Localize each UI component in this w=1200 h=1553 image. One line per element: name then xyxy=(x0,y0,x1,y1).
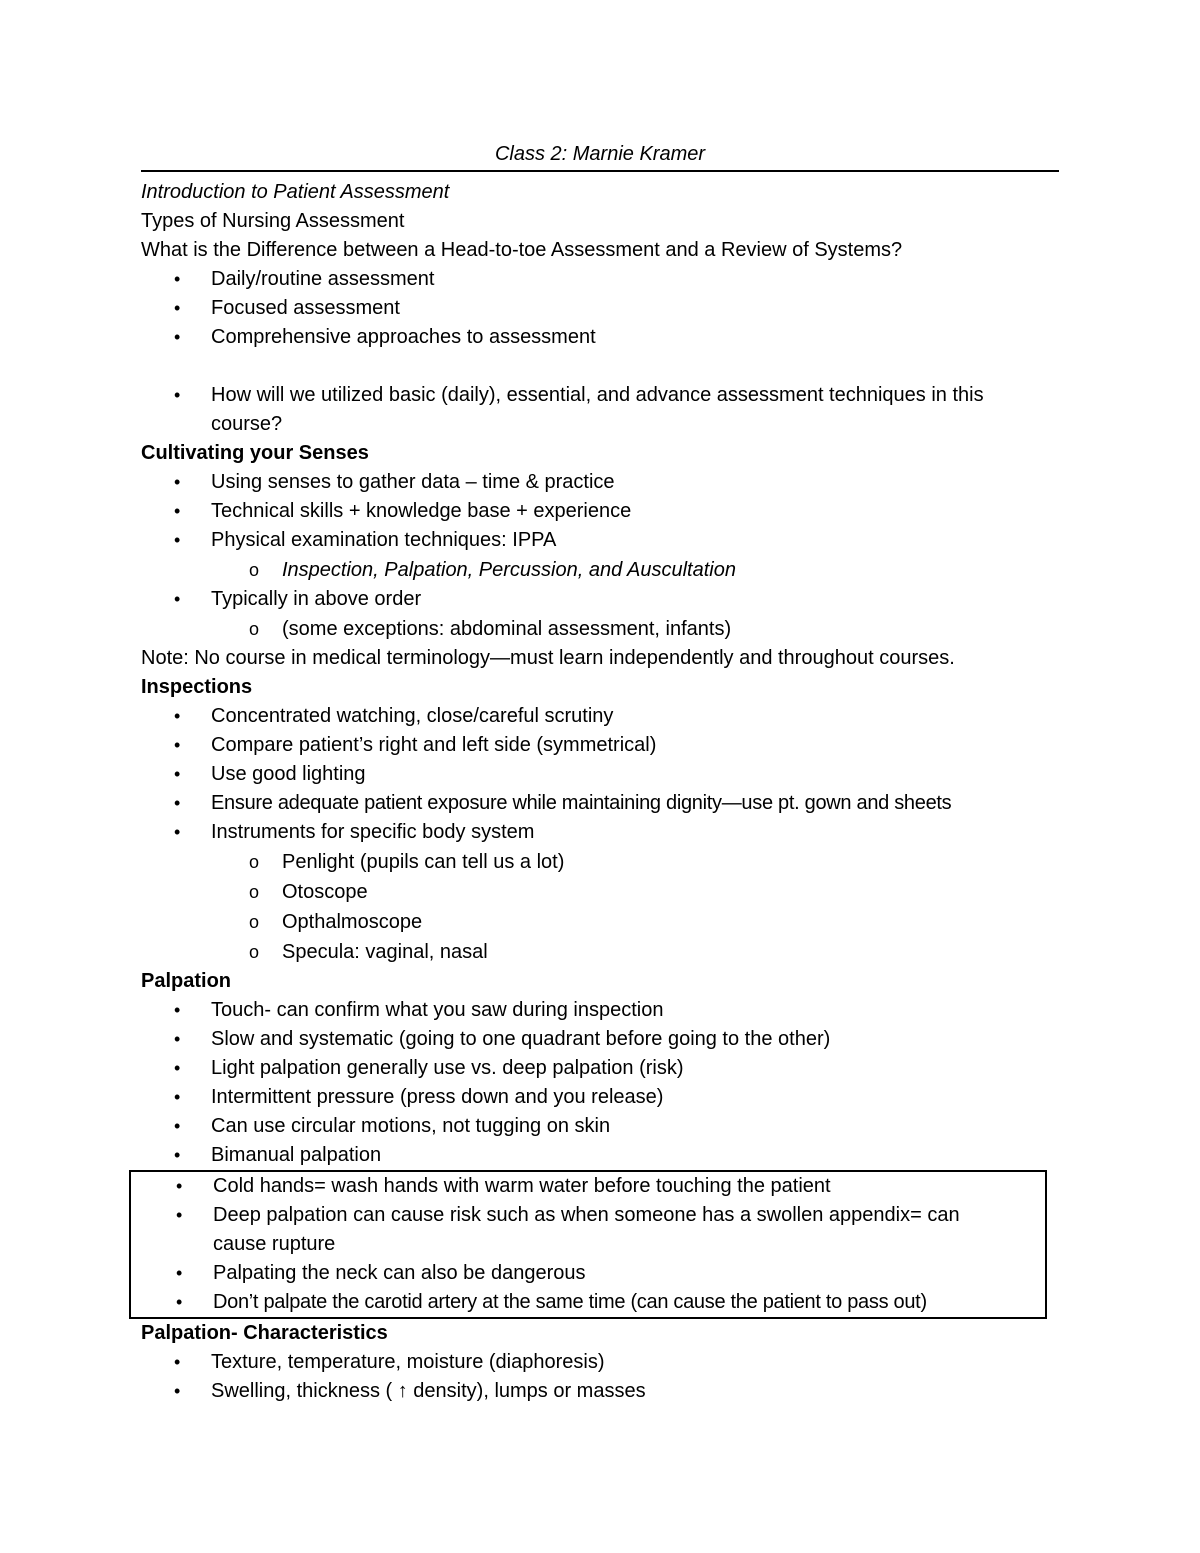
boxed-notes xyxy=(129,1170,1047,1319)
inspections-heading: Inspections xyxy=(141,676,253,698)
list-item: o Penlight (pupils can tell us a lot) xyxy=(141,847,1059,877)
palpation-list xyxy=(141,996,1059,1170)
techniques-list xyxy=(141,381,1059,439)
sub-bullet-icon: o xyxy=(249,560,260,580)
title-divider xyxy=(141,170,1059,172)
bullet-icon: • xyxy=(174,822,181,842)
list-item: • Concentrated watching, close/careful scrutiny xyxy=(141,702,1059,731)
list-item: • Don’t palpate the carotid artery at the same time (can cause the patient to pass out) xyxy=(143,1288,1045,1317)
list-item: • Compare patient’s right and left side (symmetrical) xyxy=(141,731,1059,760)
list-item: • Focused assessment xyxy=(141,294,1059,323)
sub-bullet-icon: o xyxy=(249,912,260,932)
bullet-icon: • xyxy=(174,501,181,521)
list-item: • Bimanual palpation xyxy=(141,1141,1059,1170)
sub-bullet-icon: o xyxy=(249,852,260,872)
list-item: o Specula: vaginal, nasal xyxy=(141,937,1059,967)
sub-bullet-icon: o xyxy=(249,882,260,902)
document-page xyxy=(141,140,1059,1406)
bullet-icon: • xyxy=(174,793,181,813)
bullet-icon: • xyxy=(174,530,181,550)
list-item: • Can use circular motions, not tugging on skin xyxy=(141,1112,1059,1141)
intro-heading: Introduction to Patient Assessment xyxy=(141,181,450,203)
bullet-icon: • xyxy=(174,1029,181,1049)
boxed-list xyxy=(143,1172,1045,1317)
bullet-icon: • xyxy=(174,1058,181,1078)
list-item: • Swelling, thickness ( ↑ density), lumps or masses xyxy=(141,1377,1059,1406)
list-item: o (some exceptions: abdominal assessment, infants) xyxy=(141,614,1059,644)
bullet-icon: • xyxy=(176,1292,183,1312)
page-title: Class 2: Marnie Kramer xyxy=(494,143,706,165)
bullet-icon: • xyxy=(174,298,181,318)
bullet-icon: • xyxy=(174,1352,181,1372)
list-item: • Intermittent pressure (press down and you release) xyxy=(141,1083,1059,1112)
list-item: o Otoscope xyxy=(141,877,1059,907)
ippa-sublist xyxy=(141,555,1059,585)
characteristics-heading: Palpation- Characteristics xyxy=(141,1322,388,1344)
list-item: • Daily/routine assessment xyxy=(141,265,1059,294)
palpation-heading: Palpation xyxy=(141,970,232,992)
list-item: • Touch- can confirm what you saw during inspection xyxy=(141,996,1059,1025)
bullet-icon: • xyxy=(174,706,181,726)
list-item: • Slow and systematic (going to one quadrant before going to the other) xyxy=(141,1025,1059,1054)
bullet-icon: • xyxy=(174,589,181,609)
sub-bullet-icon: o xyxy=(249,942,260,962)
bullet-icon: • xyxy=(174,764,181,784)
terminology-note: Note: No course in medical terminology—must learn independently and throughout courses. xyxy=(141,647,955,669)
bullet-icon: • xyxy=(174,1087,181,1107)
list-item: • Using senses to gather data – time & practice xyxy=(141,468,1059,497)
list-item: • Cold hands= wash hands with warm water before touching the patient xyxy=(143,1172,1045,1201)
list-item: • How will we utilized basic (daily), essential, and advance assessment techniques in this course? xyxy=(141,381,1051,439)
list-item: • Technical skills + knowledge base + experience xyxy=(141,497,1059,526)
exceptions-sublist xyxy=(141,614,1059,644)
list-item: o Opthalmoscope xyxy=(141,907,1059,937)
list-item: • Deep palpation can cause risk such as when someone has a swollen appendix= can cause rupture xyxy=(143,1201,1013,1259)
list-item: • Instruments for specific body system xyxy=(141,818,1059,847)
instruments-sublist xyxy=(141,847,1059,967)
bullet-icon: • xyxy=(174,385,181,405)
bullet-icon: • xyxy=(174,1116,181,1136)
list-item: o Inspection, Palpation, Percussion, and Auscultation xyxy=(141,555,1059,585)
order-list xyxy=(141,585,1059,614)
bullet-icon: • xyxy=(176,1176,183,1196)
list-item: • Typically in above order xyxy=(141,585,1059,614)
list-item: • Comprehensive approaches to assessment xyxy=(141,323,1059,352)
assessment-list xyxy=(141,265,1059,352)
list-item: • Palpating the neck can also be dangerous xyxy=(143,1259,1045,1288)
sub-bullet-icon: o xyxy=(249,619,260,639)
list-item: • Light palpation generally use vs. deep palpation (risk) xyxy=(141,1054,1059,1083)
bullet-icon: • xyxy=(174,269,181,289)
bullet-icon: • xyxy=(176,1205,183,1225)
list-item: • Physical examination techniques: IPPA xyxy=(141,526,1059,555)
bullet-icon: • xyxy=(174,472,181,492)
senses-list xyxy=(141,468,1059,555)
bullet-icon: • xyxy=(174,1000,181,1020)
characteristics-list xyxy=(141,1348,1059,1406)
bullet-icon: • xyxy=(174,327,181,347)
senses-heading: Cultivating your Senses xyxy=(141,442,369,464)
bullet-icon: • xyxy=(174,735,181,755)
difference-question: What is the Difference between a Head-to-toe Assessment and a Review of Systems? xyxy=(141,239,903,261)
types-heading: Types of Nursing Assessment xyxy=(141,210,405,232)
bullet-icon: • xyxy=(174,1381,181,1401)
bullet-icon: • xyxy=(176,1263,183,1283)
inspections-list xyxy=(141,702,1059,847)
list-item: • Use good lighting xyxy=(141,760,1059,789)
bullet-icon: • xyxy=(174,1145,181,1165)
list-item: • Ensure adequate patient exposure while maintaining dignity—use pt. gown and sheets xyxy=(141,789,1059,818)
list-item: • Texture, temperature, moisture (diaphoresis) xyxy=(141,1348,1059,1377)
